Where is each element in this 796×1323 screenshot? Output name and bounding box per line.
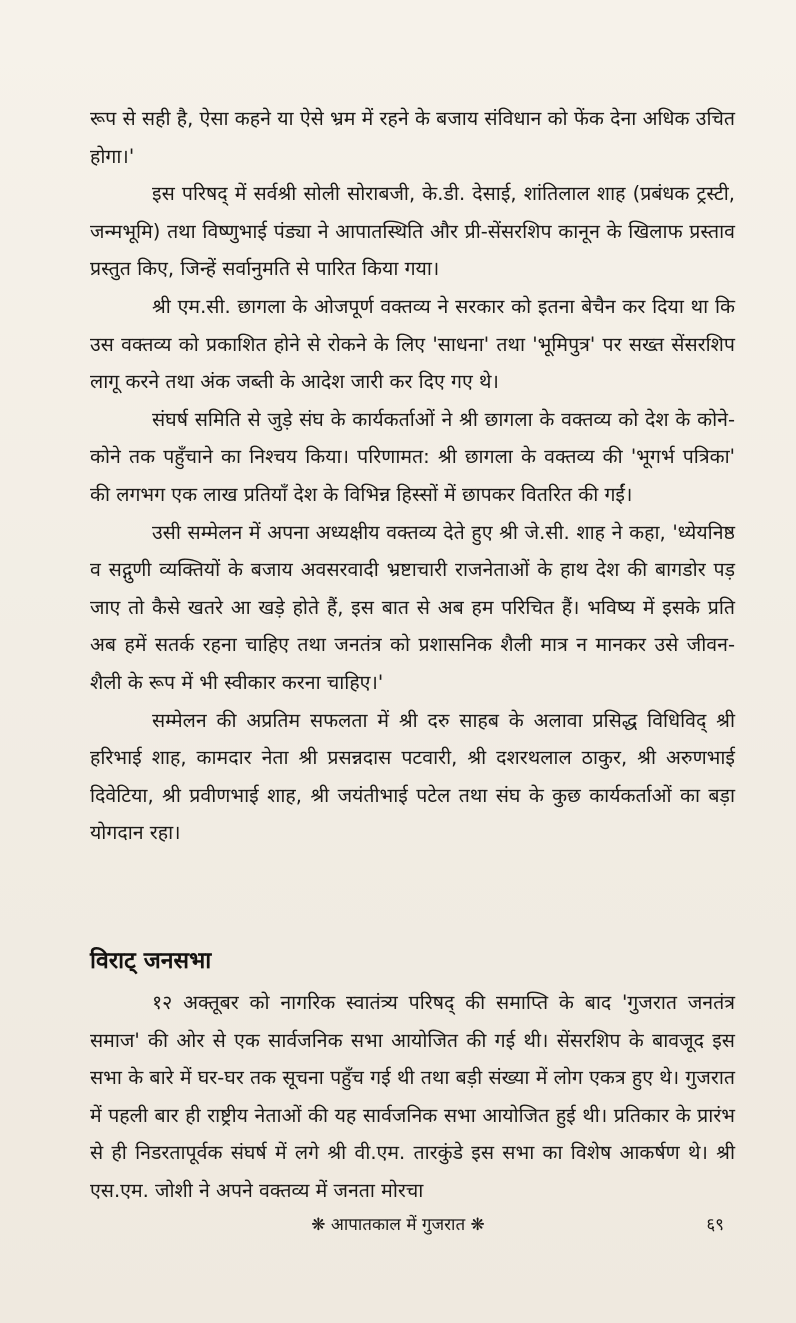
page-footer (0, 1210, 796, 1240)
paragraph-sangh-workers: संघर्ष समिति से जुड़े संघ के कार्यकर्ताओं ने श्री छागला के वक्तव्य को देश के कोने-कोने तक पहुँचाने का निश्चय किया। परिणामत: श्री छागला के वक्तव्य की 'भूगर्भ पत्रिका' की लगभग एक लाख प्रतियाँ देश के विभिन्न हिस्सों में छापकर वितरित की गईं। (90, 407, 735, 506)
paragraph-continuation: रूप से सही है, ऐसा कहने या ऐसे भ्रम में रहने के बजाय संविधान को फेंक देना अधिक उचित होगा।' (90, 107, 735, 168)
paragraph-jc-shah: उसी सम्मेलन में अपना अध्यक्षीय वक्तव्य देते हुए श्री जे.सी. शाह ने कहा, 'ध्येयनिष्ठ व सद्गुणी व्यक्तियों के बजाय अवसरवादी भ्रष्टाचारी राजनेताओं के हाथ देश की बागडोर पड़ जाए तो कैसे खतरे आ खड़े होते हैं, इस बात से अब हम परिचित हैं। भविष्य में इसके प्रति अब हमें सतर्क रहना चाहिए तथा जनतंत्र को प्रशासनिक शैली मात्र न मानकर उसे जीवन-शैली के रूप में भी स्वीकार करना चाहिए।' (90, 520, 735, 694)
paragraph-chagla-statement: श्री एम.सी. छागला के ओजपूर्ण वक्तव्य ने सरकार को इतना बेचैन कर दिया था कि उस वक्तव्य को प्रकाशित होने से रोकने के लिए 'साधना' तथा 'भूमिपुत्र' पर सख्त सेंसरशिप लागू करने तथा अंक जब्ती के आदेश जारी कर दिए गए थे। (90, 294, 735, 394)
body-text-section (90, 984, 735, 1210)
paragraph-public-meeting: १२ अक्तूबर को नागरिक स्वातंत्र्य परिषद् की समाप्ति के बाद 'गुजरात जनतंत्र समाज' की ओर से एक सार्वजनिक सभा आयोजित की गई थी। सेंसरशिप के बावजूद इस सभा के बारे में घर-घर तक सूचना पहुँच गई थी तथा बड़ी संख्या में लोग एकत्र हुए थे। गुजरात में पहली बार ही राष्ट्रीय नेताओं की यह सार्वजनिक सभा आयोजित हुई थी। प्रतिकार के प्रारंभ से ही निडरतापूर्वक संघर्ष में लगे श्री वी.एम. तारकुंडे इस सभा का विशेष आकर्षण थे। श्री एस.एम. जोशी ने अपने वक्तव्य में जनता मोरचा (90, 991, 735, 1202)
section-heading: विराट् जनसभा (90, 948, 212, 974)
paragraph-parishad-resolution: इस परिषद् में सर्वश्री सोली सोराबजी, के.डी. देसाई, शांतिलाल शाह (प्रबंधक ट्रस्टी, जन्मभूमि) तथा विष्णुभाई पंड्या ने आपातस्थिति और प्री-सेंसरशिप कानून के खिलाफ प्रस्ताव प्रस्तुत किए, जिन्हें सर्वानुमति से पारित किया गया। (90, 182, 735, 281)
running-footer-title: ❋ आपातकाल में गुजरात ❋ (311, 1215, 485, 1235)
page-number: ६९ (706, 1215, 724, 1235)
body-text-top (90, 100, 735, 852)
paragraph-contributors: सम्मेलन की अप्रतिम सफलता में श्री दरु साहब के अलावा प्रसिद्ध विधिविद् श्री हरिभाई शाह, कामदार नेता श्री प्रसन्नदास पटवारी, श्री दशरथलाल ठाकुर, श्री अरुणभाई दिवेटिया, श्री प्रवीणभाई शाह, श्री जयंतीभाई पटेल तथा संघ के कुछ कार्यकर्ताओं का बड़ा योगदान रहा। (90, 708, 735, 845)
